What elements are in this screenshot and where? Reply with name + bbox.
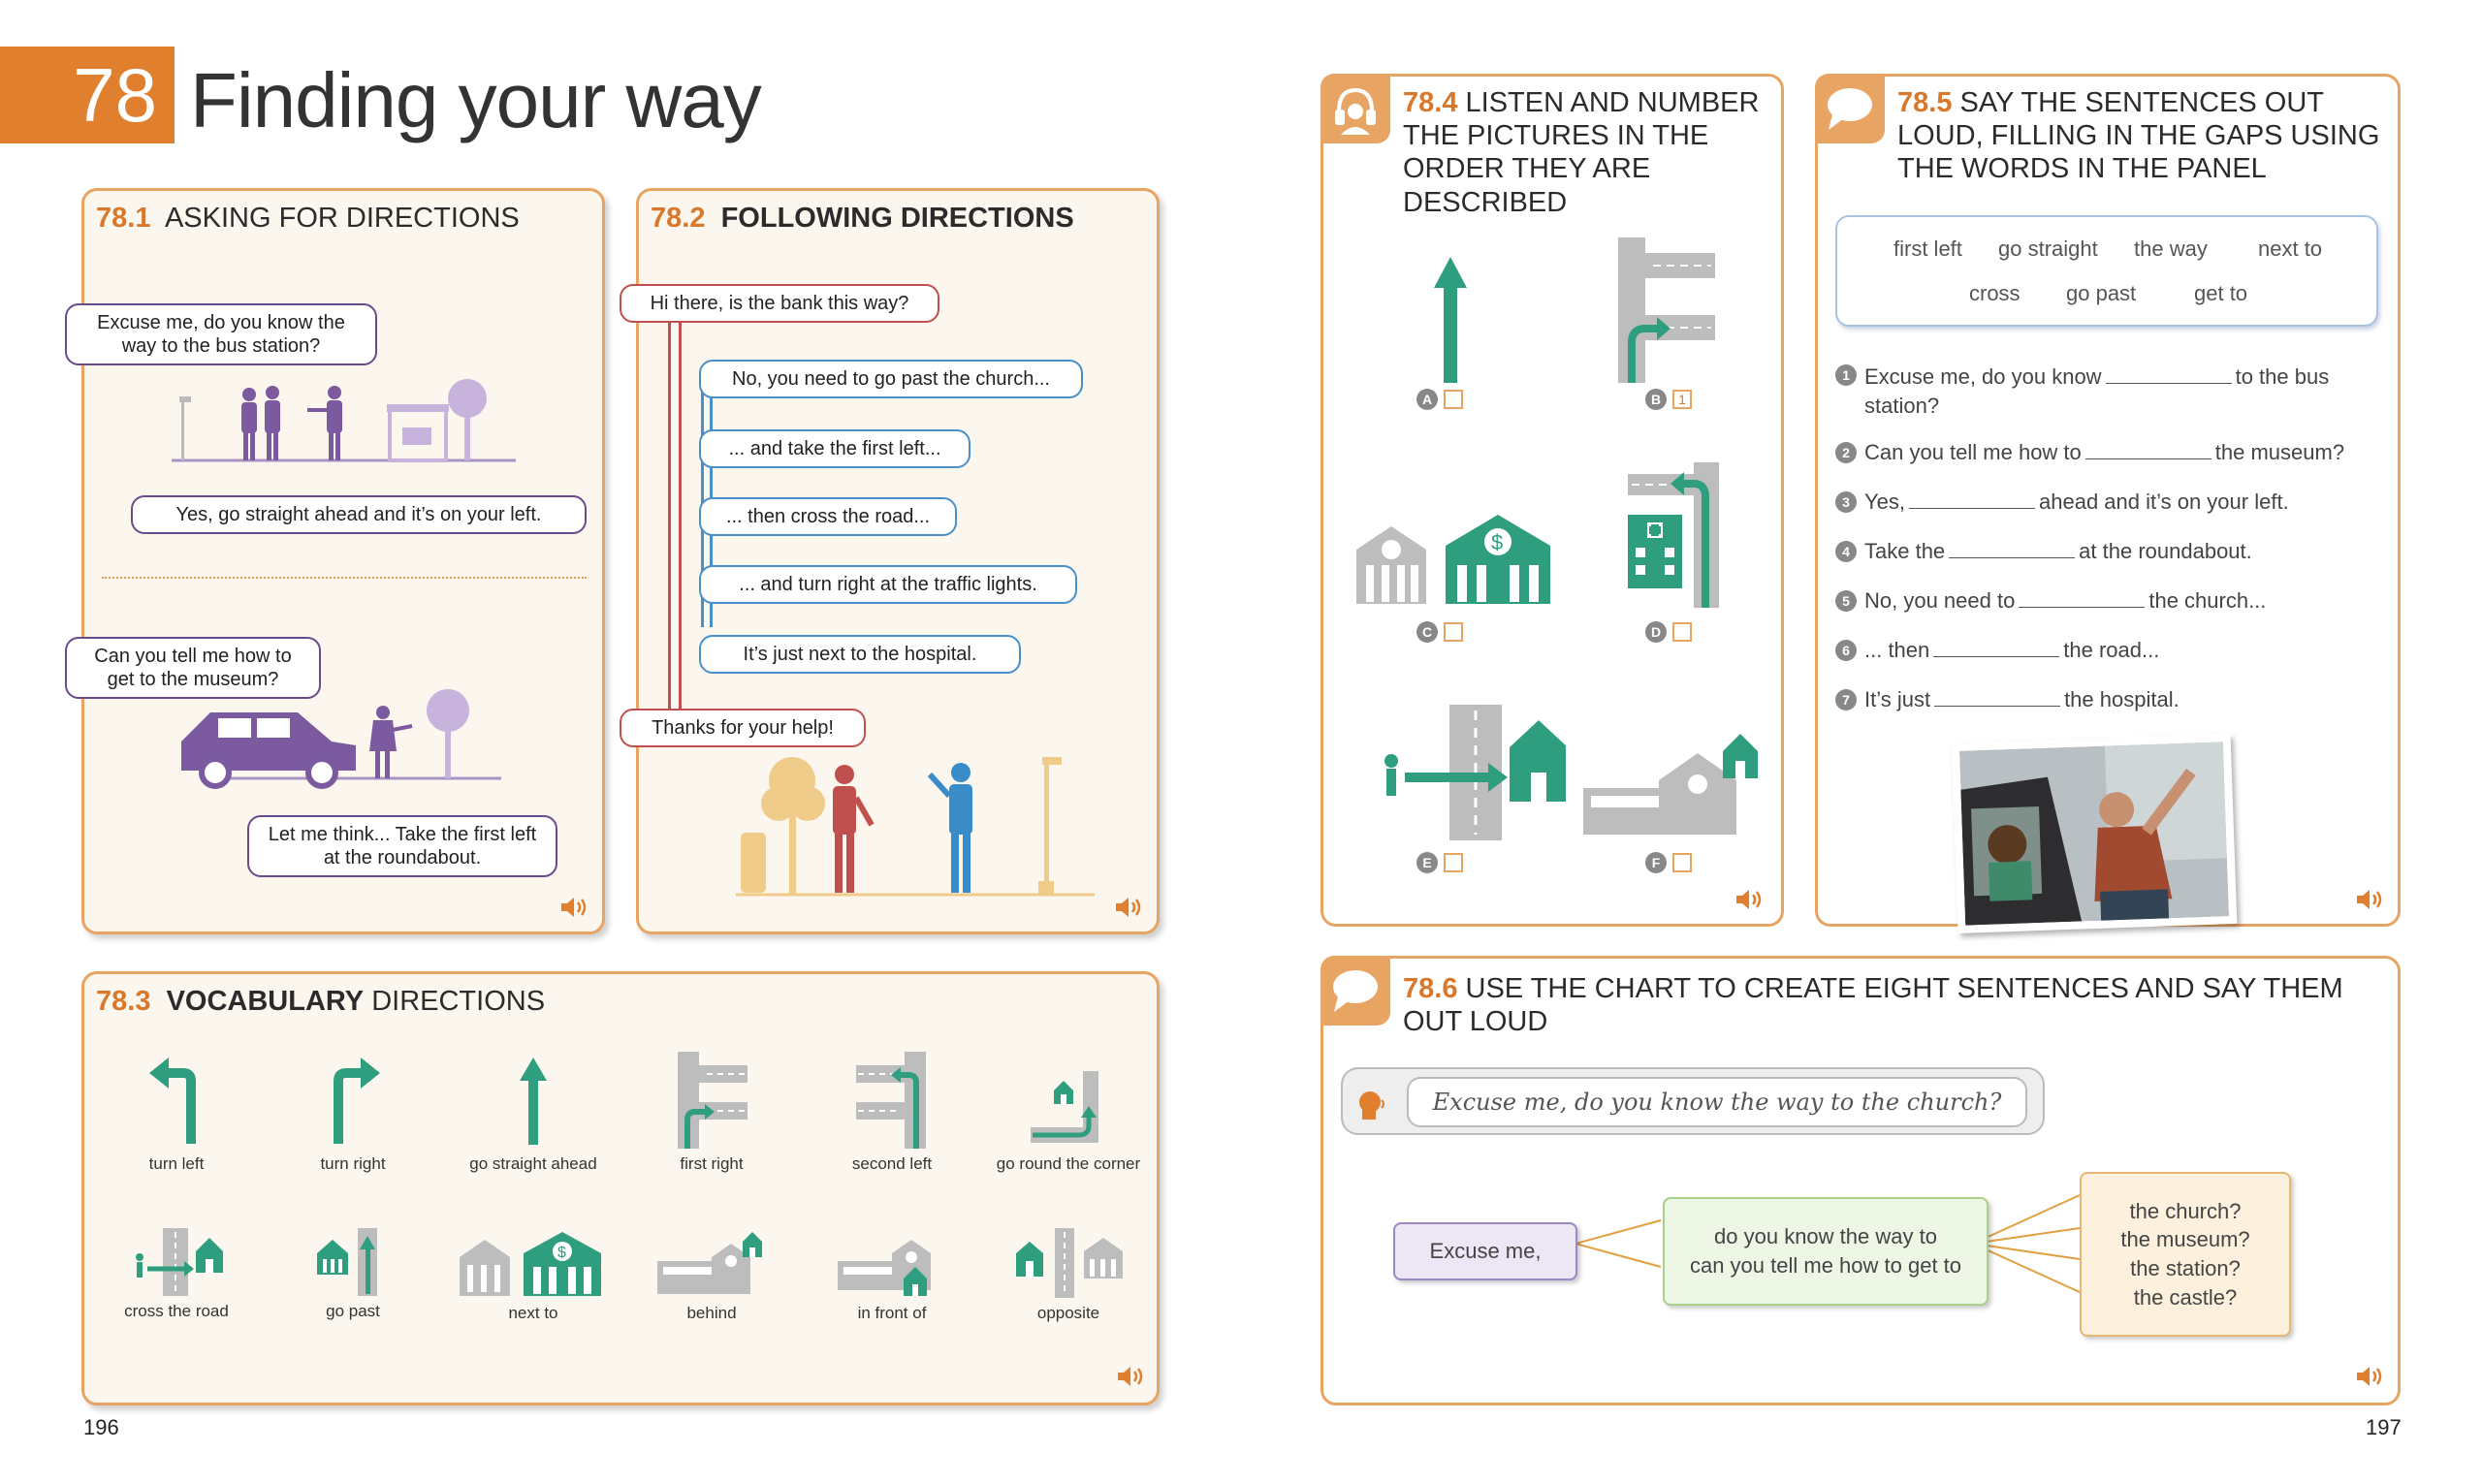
audio-icon[interactable]: [1116, 1364, 1149, 1389]
panel-asking-directions: [81, 188, 605, 934]
example-sentence: Excuse me, do you know the way to the church?: [1407, 1077, 2027, 1127]
gap-fill-sentence: [1835, 588, 2266, 614]
answer-gap[interactable]: [1949, 541, 2075, 558]
panel-heading: [96, 203, 520, 235]
vocab-behind: [629, 1228, 794, 1323]
photo-frame: [1952, 734, 2238, 933]
two-people-illustration: [736, 736, 1104, 900]
speech-bubble: Can you tell me how to get to the museum?: [65, 637, 321, 699]
word-option: the way: [2134, 237, 2208, 261]
section-number: 78.4: [1403, 87, 1458, 118]
chart-option: the castle?: [2133, 1284, 2238, 1310]
gap-fill-sentence: [1835, 489, 2289, 515]
chart-start-box: Excuse me,: [1393, 1222, 1577, 1280]
answer-box[interactable]: [1444, 853, 1463, 872]
sentence-before: It’s just: [1864, 687, 1931, 711]
sentence-after: the church...: [2148, 588, 2267, 613]
sentence-text: [1864, 539, 2252, 564]
speech-bubble-icon: [1330, 967, 1381, 1014]
sentence-number: 5: [1835, 590, 1857, 612]
sentence-number: 6: [1835, 640, 1857, 661]
sentence-before: Take the: [1864, 539, 1946, 563]
letter-badge: A: [1416, 389, 1438, 410]
vocab-in-front-of: [810, 1228, 974, 1323]
unit-number: 78: [0, 47, 175, 143]
next-to-bank-picture: [1352, 511, 1566, 608]
panel-heading: [1403, 86, 1781, 219]
sentence-text: [1864, 588, 2266, 614]
panel-vocabulary-directions: [81, 971, 1160, 1405]
street-scene-illustration: [172, 371, 521, 478]
chart-option: the station?: [2130, 1256, 2241, 1280]
panel-listen-and-number: [1321, 74, 1784, 927]
round-corner-icon: [1025, 1052, 1112, 1149]
vocab-label: cross the road: [124, 1302, 229, 1320]
section-title: LISTEN AND NUMBER THE PICTURES IN THE ORDER THEY ARE DESCRIBED: [1403, 87, 1760, 218]
picture-label-a: [1416, 389, 1463, 410]
sentence-after: the museum?: [2214, 440, 2345, 464]
vocab-opposite: [986, 1228, 1151, 1323]
word-option: go past: [2066, 281, 2137, 305]
answer-box[interactable]: 1: [1672, 390, 1692, 409]
vocab-label: opposite: [1036, 1304, 1100, 1322]
panel-following-directions: [636, 188, 1160, 934]
section-number: 78.2: [651, 203, 706, 234]
vocab-label: turn right: [320, 1154, 386, 1173]
chart-option: do you know the way to: [1714, 1224, 1937, 1249]
sentence-number: 3: [1835, 491, 1857, 513]
chart-option: the church?: [2129, 1198, 2242, 1223]
panel-heading: [1403, 972, 2402, 1038]
gap-fill-sentence: [1835, 363, 2378, 420]
answer-gap[interactable]: [1934, 689, 2060, 707]
speech-bubble-answer: ... and turn right at the traffic lights.: [699, 565, 1077, 604]
vocab-turn-right: [270, 1052, 435, 1174]
picture-label-b: [1645, 389, 1692, 410]
chart-option: the museum?: [2120, 1227, 2250, 1252]
vocab-label: turn left: [148, 1154, 205, 1173]
headphones-icon: [1329, 82, 1382, 135]
vocab-go-straight-ahead: [451, 1052, 616, 1174]
page-title: Finding your way: [190, 57, 761, 143]
car-driver-photo: [1959, 742, 2229, 925]
cross-road-icon: [128, 1228, 225, 1296]
section-title: FOLLOWING DIRECTIONS: [720, 203, 1074, 234]
speech-bubble-thanks: Thanks for your help!: [620, 709, 866, 747]
picture-label-f: [1645, 852, 1692, 873]
car-scene-illustration: [172, 683, 521, 800]
go-past-icon: [309, 1228, 397, 1296]
straight-arrow-picture: [1420, 257, 1479, 383]
speech-bubble: Yes, go straight ahead and it’s on your left.: [131, 495, 587, 534]
hospital-corner-picture: [1624, 462, 1731, 608]
answer-gap[interactable]: [1909, 491, 2035, 509]
vocab-label: in front of: [857, 1304, 927, 1322]
section-number: 78.5: [1897, 87, 1953, 118]
section-title: USE THE CHART TO CREATE EIGHT SENTENCES AND SAY THEM OUT LOUD: [1403, 973, 2343, 1038]
panel-heading: [651, 203, 1074, 235]
speech-icon-box: [1321, 956, 1390, 1026]
letter-badge: B: [1645, 389, 1667, 410]
example-sentence-box: [1341, 1067, 2045, 1135]
vocab-label: go straight ahead: [469, 1154, 597, 1173]
section-title: SAY THE SENTENCES OUT LOUD, FILLING IN THE GAPS USING THE WORDS IN THE PANEL: [1897, 87, 2380, 185]
chart-middle-box: [1663, 1197, 1989, 1306]
sentence-text: [1864, 440, 2344, 465]
section-title-bold: VOCABULARY: [166, 986, 365, 1017]
gap-fill-sentence: [1835, 440, 2344, 465]
answer-box[interactable]: [1444, 390, 1463, 409]
dialogue-connector-red: [668, 321, 682, 709]
second-left-road-icon: [848, 1052, 936, 1149]
section-number: 78.1: [96, 203, 151, 234]
answer-box[interactable]: [1672, 853, 1692, 872]
letter-badge: F: [1645, 852, 1667, 873]
answer-gap[interactable]: [1933, 640, 2059, 657]
vocab-go-past: [270, 1228, 435, 1321]
panel-heading: [1897, 86, 2392, 186]
answer-box[interactable]: [1444, 622, 1463, 642]
word-option: cross: [1969, 281, 2021, 305]
answer-gap[interactable]: [2019, 590, 2145, 608]
word-option: get to: [2194, 281, 2248, 305]
sentence-number: 7: [1835, 689, 1857, 710]
word-option: first left: [1893, 237, 1962, 261]
speech-bubble-answer: It’s just next to the hospital.: [699, 635, 1021, 674]
in-front-of-icon: [834, 1228, 950, 1298]
audio-icon[interactable]: [559, 895, 592, 920]
letter-badge: C: [1416, 621, 1438, 643]
answer-box[interactable]: [1672, 622, 1692, 642]
section-title: DIRECTIONS: [371, 986, 546, 1017]
svg-text:$: $: [1491, 530, 1504, 554]
picture-label-c: [1416, 621, 1463, 643]
sentence-text: [1864, 687, 2180, 712]
speech-bubble-answer: ... and take the first left...: [699, 429, 971, 468]
sentence-after: ahead and it’s on your left.: [2039, 489, 2289, 514]
speech-icon-box: [1815, 74, 1885, 143]
page-number-right: 197: [2366, 1415, 2402, 1439]
cross-road-picture: [1372, 705, 1566, 840]
sentence-text: [1864, 489, 2289, 515]
vocab-turn-left: [94, 1052, 259, 1174]
chart-option: can you tell me how to get to: [1689, 1253, 1962, 1278]
sentence-before: Yes,: [1864, 489, 1906, 514]
vocab-next-to: [451, 1228, 616, 1323]
speech-bubble-answer: ... then cross the road...: [699, 497, 957, 536]
straight-arrow-icon: [494, 1052, 572, 1149]
vocab-go-round-the-corner: [986, 1052, 1151, 1174]
speech-bubble: Excuse me, do you know the way to the bus station?: [65, 303, 377, 365]
sentence-after: to the bus station?: [1864, 364, 2330, 418]
headphones-icon-box: [1321, 74, 1390, 143]
vocab-label: first right: [680, 1154, 744, 1173]
picture-label-d: [1645, 621, 1692, 643]
speech-bubble-icon: [1825, 85, 1875, 132]
behind-icon: [653, 1228, 770, 1298]
letter-badge: D: [1645, 621, 1667, 643]
vocab-label: go past: [326, 1302, 380, 1320]
vocab-label: go round the corner: [996, 1154, 1141, 1173]
turn-right-arrow-icon: [314, 1052, 392, 1149]
opposite-icon: [1010, 1228, 1127, 1298]
sentence-number: 2: [1835, 442, 1857, 463]
vocab-second-left: [810, 1052, 974, 1174]
panel-chart-sentences: [1321, 956, 2401, 1405]
speech-bubble-answer: No, you need to go past the church...: [699, 360, 1083, 398]
turn-left-arrow-icon: [138, 1052, 215, 1149]
gap-fill-sentence: [1835, 687, 2180, 712]
sentence-number: 1: [1835, 364, 1857, 386]
speech-bubble: Let me think... Take the first left at the roundabout.: [247, 815, 557, 877]
panel-heading: [96, 986, 545, 1018]
chart-end-box: [2080, 1172, 2291, 1337]
sentence-text: [1864, 638, 2159, 663]
section-title: ASKING FOR DIRECTIONS: [164, 203, 520, 234]
sentence-after: the road...: [2063, 638, 2160, 662]
page-number-left: 196: [83, 1415, 119, 1439]
vocab-first-right: [629, 1052, 794, 1174]
gap-fill-sentence: [1835, 638, 2159, 663]
audio-icon[interactable]: [2355, 887, 2388, 912]
sentence-after: at the roundabout.: [2079, 539, 2252, 563]
svg-text:$: $: [557, 1245, 566, 1261]
word-option: go straight: [1998, 237, 2098, 261]
sentence-number: 4: [1835, 541, 1857, 562]
vocab-cross-the-road: [94, 1228, 259, 1321]
letter-badge: E: [1416, 852, 1438, 873]
next-to-buildings-icon: [456, 1228, 611, 1298]
vocab-label: behind: [686, 1304, 737, 1322]
audio-icon[interactable]: [1114, 895, 1147, 920]
picture-label-e: [1416, 852, 1463, 873]
first-right-road-icon: [668, 1052, 755, 1149]
speech-bubble-question: Hi there, is the bank this way?: [620, 284, 939, 323]
section-number: 78.3: [96, 986, 151, 1017]
vocab-label: second left: [851, 1154, 933, 1173]
sentence-before: Excuse me, do you know: [1864, 364, 2102, 389]
sentence-before: ... then: [1864, 638, 1930, 662]
gap-fill-sentence: [1835, 539, 2252, 564]
audio-icon[interactable]: [2355, 1364, 2388, 1389]
section-number: 78.6: [1403, 973, 1458, 1004]
sentence-text: [1864, 363, 2378, 420]
dotted-divider: [102, 577, 587, 579]
word-panel: [1835, 215, 2378, 327]
vocab-label: next to: [508, 1304, 558, 1322]
answer-gap[interactable]: [2106, 366, 2232, 384]
speaking-head-icon: [1356, 1089, 1389, 1120]
sentence-after: the hospital.: [2064, 687, 2180, 711]
first-right-picture: [1614, 237, 1721, 383]
word-option: next to: [2258, 237, 2323, 261]
sentence-before: No, you need to: [1864, 588, 2016, 613]
behind-station-picture: [1581, 724, 1766, 840]
audio-icon[interactable]: [1734, 887, 1767, 912]
answer-gap[interactable]: [2085, 442, 2212, 459]
sentence-before: Can you tell me how to: [1864, 440, 2082, 464]
